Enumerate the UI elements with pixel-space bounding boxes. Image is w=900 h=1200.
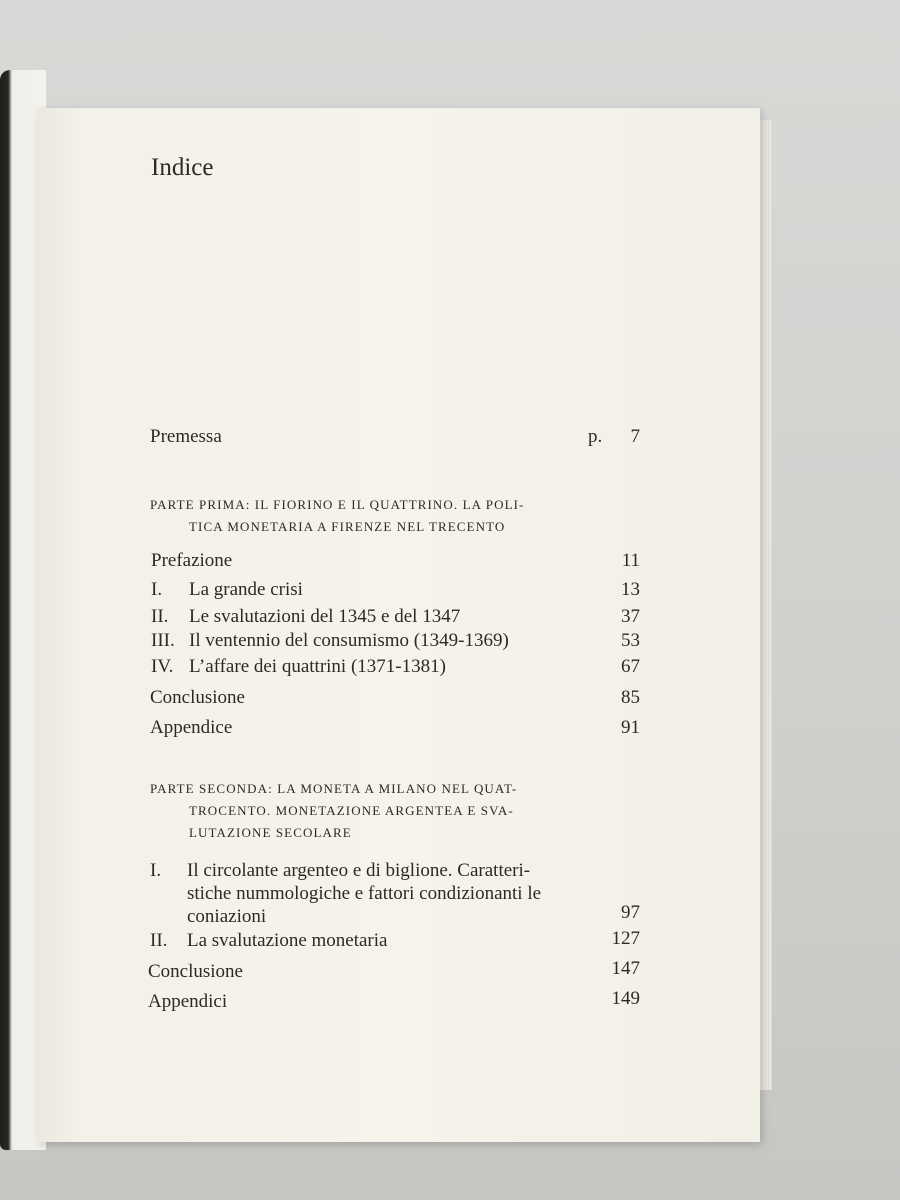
toc-page-number: 127 bbox=[611, 928, 640, 949]
toc-page-number: 91 bbox=[621, 717, 640, 738]
chapter-numeral: IV. bbox=[151, 656, 174, 677]
page-prefix: p. bbox=[588, 426, 603, 447]
toc-entry-premessa: Premessa bbox=[150, 426, 222, 447]
toc-page-number: 67 bbox=[621, 656, 640, 677]
page-title: Indice bbox=[151, 154, 214, 181]
toc-entry-chapter: La grande crisi bbox=[189, 579, 303, 600]
part-one-heading-line1: PARTE PRIMA: IL FIORINO E IL QUATTRINO. LA POLI- bbox=[150, 497, 525, 512]
toc-entry-chapter-line1: Il circolante argenteo e di biglione. Caratteri- bbox=[187, 860, 531, 881]
part-two-heading-line2: TROCENTO. MONETAZIONE ARGENTEA E SVA- bbox=[189, 803, 514, 818]
toc-entry-conclusione: Conclusione bbox=[150, 687, 245, 708]
toc-entry-prefazione: Prefazione bbox=[151, 550, 233, 571]
toc-entry-chapter: L’affare dei quattrini (1371-1381) bbox=[189, 656, 446, 677]
book-page bbox=[38, 108, 760, 1142]
toc-entry-chapter-line2: stiche nummologiche e fattori condizionanti le bbox=[187, 883, 542, 904]
chapter-numeral: II. bbox=[150, 930, 168, 951]
toc-page-number: 7 bbox=[630, 426, 640, 447]
chapter-numeral: I. bbox=[151, 579, 163, 600]
toc-entry-chapter-line3: coniazioni bbox=[187, 906, 267, 927]
toc-page-number: 13 bbox=[621, 579, 640, 600]
toc-page-number: 37 bbox=[621, 606, 640, 627]
page-edges bbox=[760, 120, 772, 1090]
toc-page-number: 147 bbox=[611, 958, 640, 979]
toc-entry-appendici: Appendici bbox=[148, 991, 228, 1012]
toc-page-number: 11 bbox=[621, 550, 640, 571]
toc-entry-chapter: Le svalutazioni del 1345 e del 1347 bbox=[189, 606, 461, 627]
part-two-heading-line1: PARTE SECONDA: LA MONETA A MILANO NEL QUAT- bbox=[150, 781, 518, 796]
chapter-numeral: II. bbox=[151, 606, 169, 627]
toc-entry-conclusione: Conclusione bbox=[148, 961, 243, 982]
part-two-heading-line3: LUTAZIONE SECOLARE bbox=[189, 825, 352, 840]
toc-page-number: 85 bbox=[621, 687, 640, 708]
toc-page-number: 53 bbox=[621, 630, 640, 651]
toc-entry-chapter: Il ventennio del consumismo (1349-1369) bbox=[189, 630, 509, 651]
toc-entry-chapter: La svalutazione monetaria bbox=[187, 930, 388, 951]
toc-entry-appendice: Appendice bbox=[150, 717, 233, 738]
toc-page-number: 149 bbox=[611, 988, 640, 1009]
chapter-numeral: III. bbox=[151, 630, 175, 651]
toc-page-number: 97 bbox=[621, 902, 640, 923]
chapter-numeral: I. bbox=[150, 860, 162, 881]
part-one-heading-line2: TICA MONETARIA A FIRENZE NEL TRECENTO bbox=[189, 519, 506, 534]
